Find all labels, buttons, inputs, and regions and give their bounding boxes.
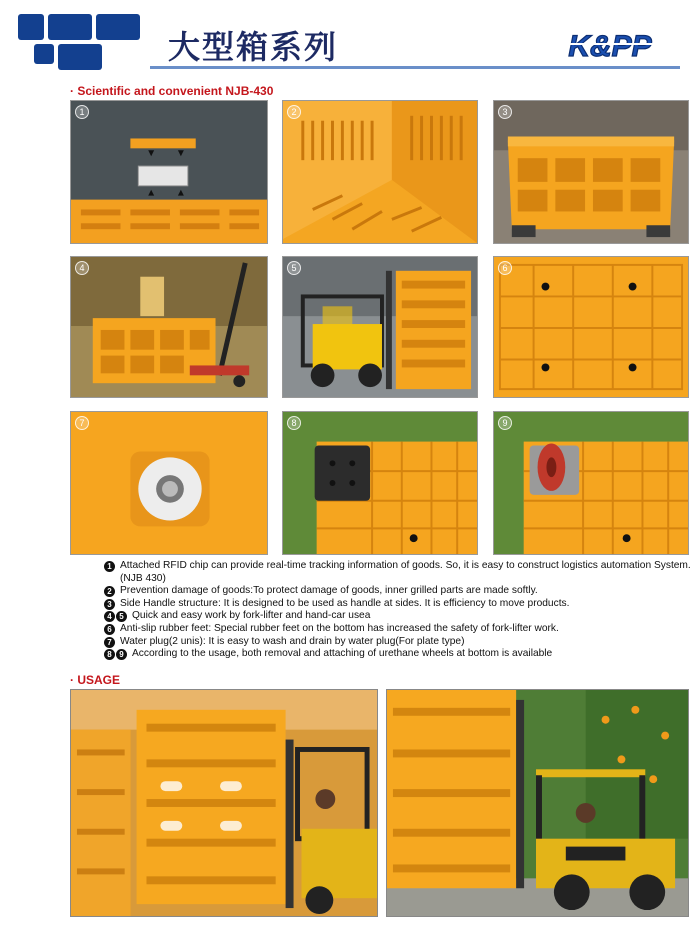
photo-water-plug bbox=[70, 411, 268, 555]
usage-section-heading: · USAGE bbox=[70, 673, 121, 687]
feature-text: Attached RFID chip can provide real-time tracking information of goods. So, it is easy to construct logistics automation System.(NJB 430) bbox=[120, 560, 691, 584]
photo-side-handle bbox=[493, 100, 689, 244]
photo-urethane-wheel bbox=[493, 411, 689, 555]
photo-number-badge: 8 bbox=[287, 416, 301, 430]
photo-number-badge: 2 bbox=[287, 105, 301, 119]
feature-number-bullet: 2 bbox=[104, 586, 115, 597]
feature-item-water-plug bbox=[104, 636, 694, 649]
feature-text: Anti-slip rubber feet: Special rubber feet on the bottom has increased the safety of fork-lifter work. bbox=[120, 622, 559, 634]
feature-number-bullet: 8 bbox=[104, 649, 115, 660]
feature-list bbox=[104, 560, 694, 661]
photo-number-badge: 7 bbox=[75, 416, 89, 430]
feature-item-urethane-wheels bbox=[104, 648, 694, 661]
feature-text: According to the usage, both removal and attaching of urethane wheels at bottom is available bbox=[132, 648, 553, 660]
photo-forklift bbox=[282, 256, 478, 398]
photo-rubber-feet bbox=[282, 411, 478, 555]
page-title: 大型箱系列 bbox=[168, 28, 339, 66]
header-divider bbox=[150, 66, 680, 69]
feature-number-bullet: 9 bbox=[116, 649, 127, 660]
feature-text: Side Handle structure: It is designed to be used as handle at sides. It is efficiency to move products. bbox=[120, 597, 570, 609]
feature-text: Prevention damage of goods:To protect damage of goods, inner grilled parts are made softly. bbox=[120, 585, 538, 597]
feature-number-bullet: 6 bbox=[104, 624, 115, 635]
usage-photo-warehouse-forklift bbox=[70, 689, 378, 917]
photo-rfid-chip bbox=[70, 100, 268, 244]
photo-number-badge: 9 bbox=[498, 416, 512, 430]
feature-text: Water plug(2 unis): It is easy to wash and drain by water plug(For plate type) bbox=[120, 635, 465, 647]
feature-number-bullet: 5 bbox=[116, 611, 127, 622]
feature-item-side-handle bbox=[104, 598, 694, 611]
feature-item-rfid bbox=[104, 560, 694, 585]
brand-logo bbox=[540, 26, 680, 64]
feature-number-bullet: 7 bbox=[104, 637, 115, 648]
feature-text: Quick and easy work by fork-lifter and hand-car usea bbox=[132, 610, 371, 622]
feature-number-bullet: 1 bbox=[104, 561, 115, 572]
feature-item-damage-prevention bbox=[104, 585, 694, 598]
photo-box-interior bbox=[282, 100, 478, 244]
photo-box-bottom bbox=[493, 256, 689, 398]
product-section-heading: · Scientific and convenient NJB-430 bbox=[70, 84, 274, 98]
photo-number-badge: 1 bbox=[75, 105, 89, 119]
svg-text:K&PP: K&PP bbox=[568, 30, 652, 63]
photo-number-badge: 4 bbox=[75, 261, 89, 275]
photo-number-badge: 6 bbox=[498, 261, 512, 275]
usage-photo-outdoor-forklift bbox=[386, 689, 689, 917]
header-logo-blocks bbox=[0, 0, 150, 80]
feature-item-anti-slip bbox=[104, 623, 694, 636]
feature-item-fork-lifter bbox=[104, 610, 694, 623]
photo-number-badge: 3 bbox=[498, 105, 512, 119]
feature-number-bullet: 3 bbox=[104, 599, 115, 610]
feature-number-bullet: 4 bbox=[104, 611, 115, 622]
photo-hand-car bbox=[70, 256, 268, 398]
photo-number-badge: 5 bbox=[287, 261, 301, 275]
